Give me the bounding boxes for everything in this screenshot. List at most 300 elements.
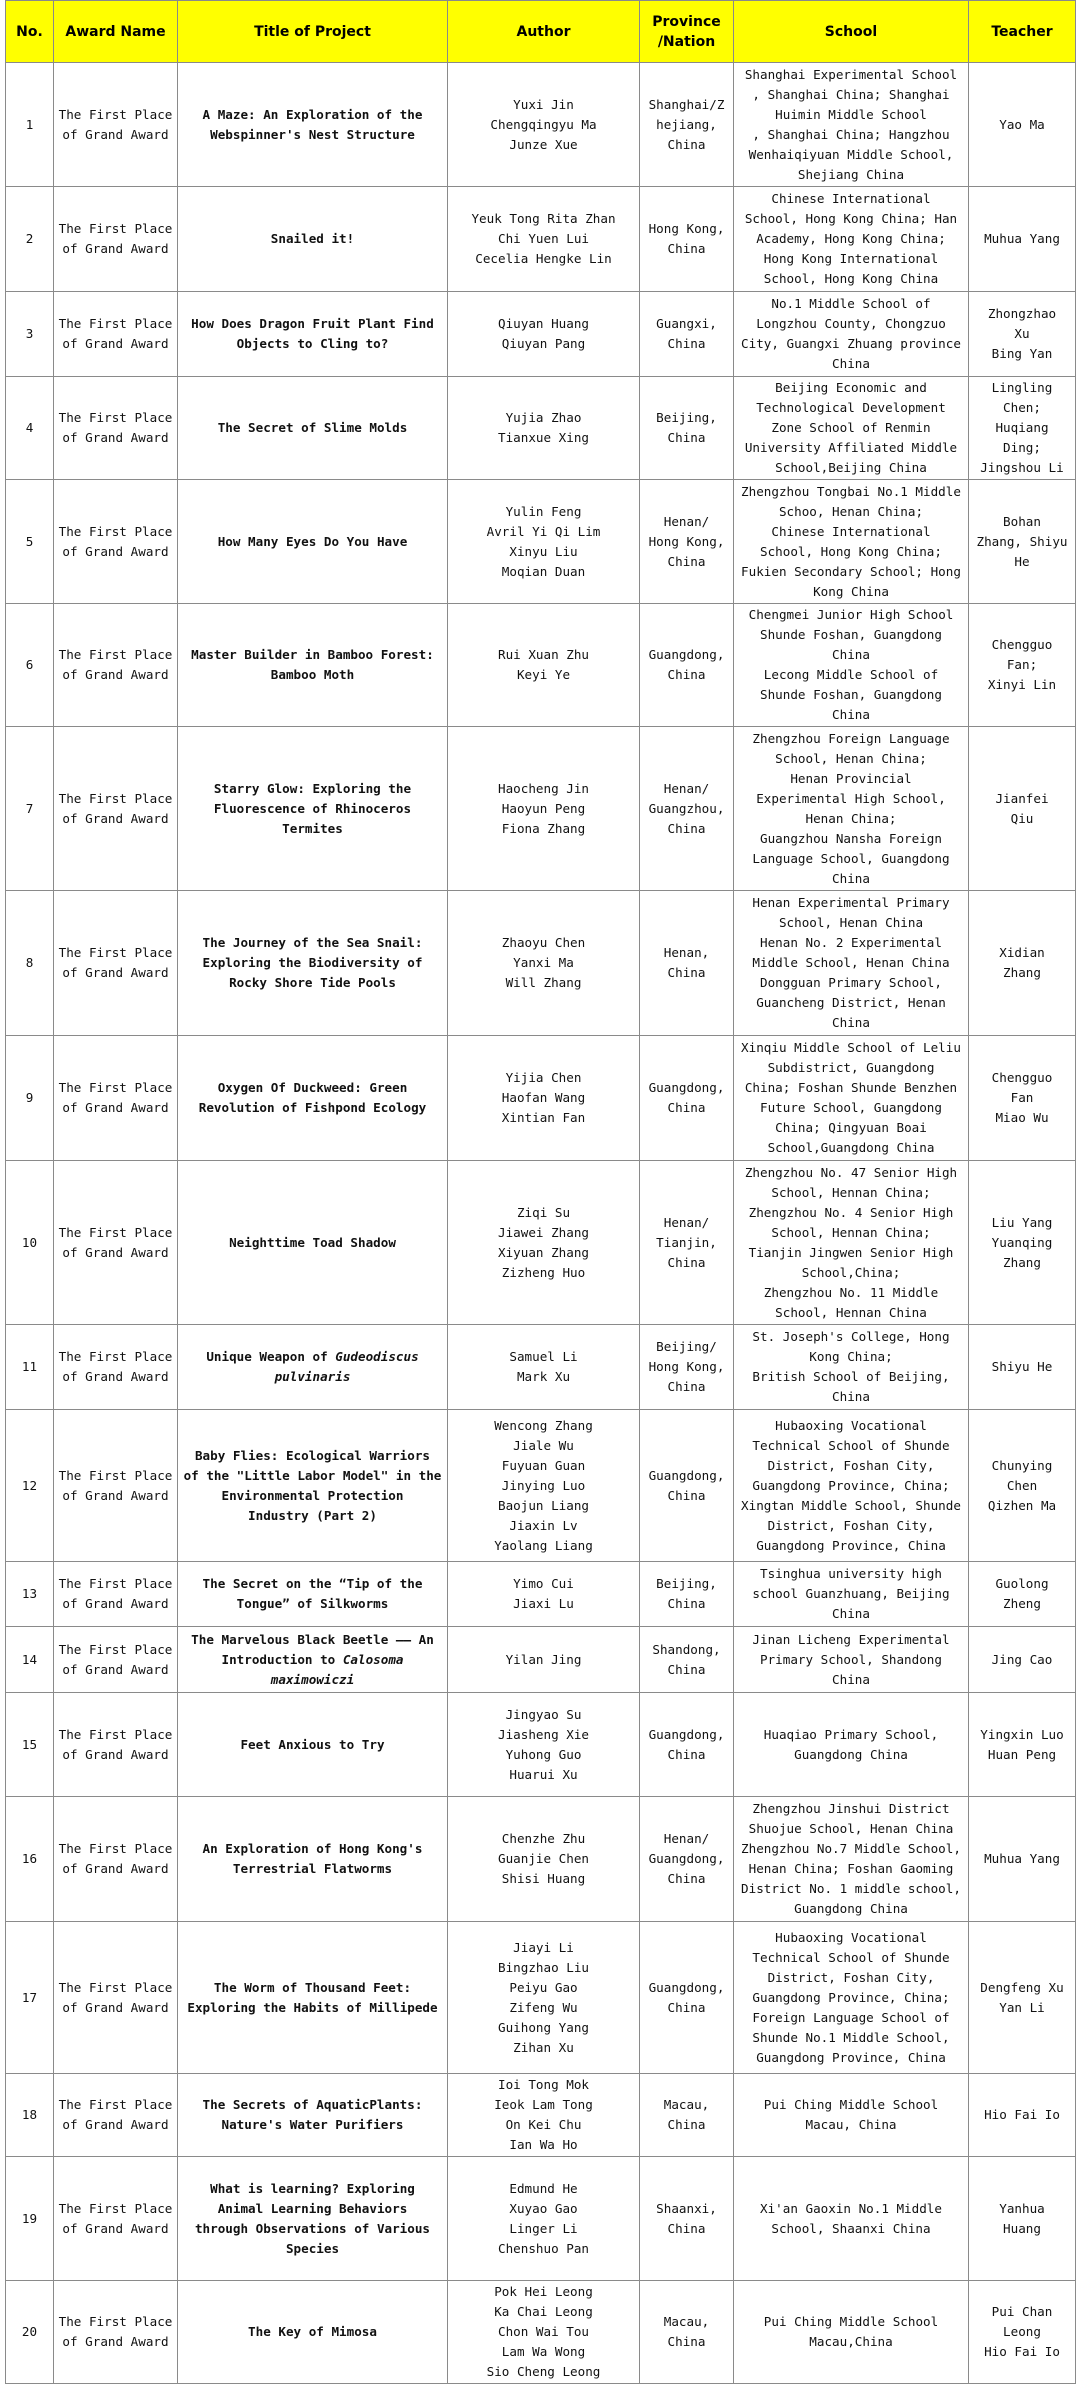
province-cell <box>640 292 734 377</box>
award-name-line: of Grand Award <box>62 667 169 682</box>
school-cell <box>734 480 969 604</box>
award-name-line: of Grand Award <box>62 1999 169 2015</box>
author-name: Ziqi Su <box>516 1204 571 1220</box>
project-title-line: How Many Eyes Do You Have <box>217 533 408 549</box>
award-name-cell <box>54 187 178 292</box>
author-name: Jiale Wu <box>513 1437 574 1453</box>
author-cell <box>448 2157 640 2281</box>
project-title-line: Terrestrial Flatworms <box>232 1861 393 1876</box>
author-name: Chengqingyu Ma <box>490 116 597 132</box>
province-line: China <box>667 336 706 351</box>
author-name: Yijia Chen <box>505 1070 582 1085</box>
teacher-line: Lingling <box>991 380 1053 395</box>
school-line: Guangdong Province, China <box>756 1537 946 1553</box>
author-name: Bingzhao Liu <box>498 1959 589 1975</box>
table-row <box>6 1922 1076 2074</box>
award-name-line: The First Place <box>58 1979 173 1995</box>
project-title-line: Webspinner's Nest Structure <box>210 126 415 142</box>
award-name-line: of Grand Award <box>62 1487 169 1503</box>
school-line: British School of Beijing, <box>752 1369 950 1384</box>
row-number: 5 <box>6 480 54 604</box>
author-name: Zifeng Wu <box>509 1999 578 2015</box>
author-cell <box>448 377 640 480</box>
province-line: Henan/ <box>663 1831 710 1846</box>
author-name: Yaolang Liang <box>494 1537 593 1553</box>
province-line: China <box>667 2117 706 2132</box>
award-name-line: The First Place <box>58 1080 173 1095</box>
project-title-line <box>182 1670 443 1690</box>
school-line: School, Shaanxi China <box>771 2220 931 2236</box>
table-row <box>6 292 1076 377</box>
project-title-line: Termites <box>282 820 343 836</box>
teacher-cell <box>969 63 1076 187</box>
school-line: Fukien Secondary School; Hong <box>741 563 961 579</box>
table-row <box>6 377 1076 480</box>
province-line: Hong Kong, <box>648 1359 725 1374</box>
school-line: Zhengzhou Jinshui District <box>752 1801 950 1816</box>
teacher-line: Qiu <box>1010 810 1034 826</box>
author-cell <box>448 292 640 377</box>
table-row <box>6 1562 1076 1627</box>
teacher-cell <box>969 727 1076 891</box>
province-line: Guangdong, <box>648 1979 725 1995</box>
school-line: Experimental High School, <box>756 790 946 806</box>
school-cell <box>734 292 969 377</box>
award-name-cell <box>54 2074 178 2157</box>
author-name: Shisi Huang <box>501 1871 586 1886</box>
row-number: 12 <box>6 1410 54 1562</box>
author-name: Cecelia Hengke Lin <box>475 251 612 266</box>
author-name: Peiyu Gao <box>509 1979 578 1995</box>
author-name: Haofan Wang <box>501 1090 586 1105</box>
author-cell <box>448 1922 640 2074</box>
teacher-line: Dengfeng Xu <box>980 1979 1064 1995</box>
school-line: Henan No. 2 Experimental <box>760 935 942 950</box>
teacher-cell <box>969 187 1076 292</box>
award-name-cell <box>54 1922 178 2074</box>
project-title-cell <box>178 604 448 727</box>
province-line: China <box>667 1999 706 2015</box>
province-line: China <box>667 1746 706 1762</box>
project-title-line: Animal Learning Behaviors <box>217 2200 408 2216</box>
author-name: Guihong Yang <box>498 2019 589 2035</box>
province-cell <box>640 377 734 480</box>
row-number: 17 <box>6 1922 54 2074</box>
table-row <box>6 2157 1076 2281</box>
province-line: China <box>667 1100 706 1115</box>
school-line: Hubaoxing Vocational <box>775 1929 927 1945</box>
teacher-line: Xinyi Lin <box>987 677 1057 692</box>
author-name: Moqian Duan <box>501 563 586 579</box>
school-cell <box>734 1325 969 1410</box>
author-name: On Kei Chu <box>505 2117 582 2132</box>
school-line: Shunde No.1 Middle School, <box>752 2029 950 2045</box>
project-title-line: Tongue” of Silkworms <box>236 1596 389 1611</box>
school-cell <box>734 1627 969 1693</box>
teacher-cell <box>969 1161 1076 1325</box>
author-name: Keyi Ye <box>516 667 571 682</box>
province-line: Henan/ <box>663 513 710 529</box>
award-name-line: The First Place <box>58 1349 173 1364</box>
province-cell <box>640 480 734 604</box>
award-name-line: The First Place <box>58 410 173 425</box>
project-title-cell <box>178 1325 448 1410</box>
award-name-line: of Grand Award <box>62 543 169 559</box>
school-line: Technological Development <box>756 400 946 415</box>
school-line: Hubaoxing Vocational <box>775 1417 927 1433</box>
award-name-cell <box>54 292 178 377</box>
award-name-cell <box>54 2157 178 2281</box>
award-name-line: of Grand Award <box>62 1369 169 1384</box>
school-line: Pui Ching Middle School <box>763 2314 939 2329</box>
teacher-line: Jing Cao <box>991 1651 1053 1667</box>
project-title-line: The Worm of Thousand Feet: <box>213 1979 412 1995</box>
school-line: China <box>832 1389 870 1404</box>
project-title-cell <box>178 2157 448 2281</box>
project-title-cell <box>178 1161 448 1325</box>
award-name-line: The First Place <box>58 316 173 331</box>
author-name: Yulin Feng <box>505 503 582 519</box>
school-line: Chinese International <box>771 523 931 539</box>
province-line: Guangdong, <box>648 647 725 662</box>
author-name: Jinying Luo <box>501 1477 586 1493</box>
teacher-cell <box>969 1562 1076 1627</box>
province-line: China <box>667 1596 706 1611</box>
author-name: Chenzhe Zhu <box>501 1831 586 1846</box>
project-title-line: Baby Flies: Ecological Warriors <box>194 1447 431 1463</box>
project-title-cell <box>178 891 448 1036</box>
author-cell <box>448 187 640 292</box>
author-name: Yimo Cui <box>513 1576 574 1591</box>
row-number: 15 <box>6 1693 54 1797</box>
row-number: 11 <box>6 1325 54 1410</box>
project-title-line: Neighttime Toad Shadow <box>229 1234 396 1250</box>
author-cell <box>448 2074 640 2157</box>
school-line: China <box>832 1606 870 1621</box>
award-name-cell <box>54 1797 178 1922</box>
table-row <box>6 1627 1076 1693</box>
school-cell <box>734 1036 969 1161</box>
award-name-line: of Grand Award <box>62 2220 169 2236</box>
author-name: Ka Chai Leong <box>494 2304 593 2319</box>
project-title-line: Feet Anxious to Try <box>240 1736 385 1752</box>
school-cell <box>734 604 969 727</box>
author-name: Jiaxi Lu <box>513 1596 574 1611</box>
province-cell <box>640 1036 734 1161</box>
author-cell <box>448 604 640 727</box>
school-line: School, Hong Kong China; <box>760 543 942 559</box>
author-cell <box>448 1325 640 1410</box>
row-number: 10 <box>6 1161 54 1325</box>
award-name-cell <box>54 604 178 727</box>
province-line: Guangdong, <box>648 1080 725 1095</box>
school-line: Zhengzhou Tongbai No.1 Middle <box>741 483 961 499</box>
header-province-nation <box>640 1 734 63</box>
header-award-name: Award Name <box>54 1 178 63</box>
province-cell <box>640 1693 734 1797</box>
header-row <box>6 1 1076 63</box>
teacher-line: Fan <box>1010 1090 1034 1105</box>
teacher-cell <box>969 1693 1076 1797</box>
project-title-cell <box>178 187 448 292</box>
school-line: China; Foshan Shunde Benzhen <box>744 1080 958 1095</box>
teacher-line: Yan Li <box>999 1999 1045 2015</box>
teacher-line: Ding; <box>1003 440 1041 455</box>
header-title-of-project: Title of Project <box>178 1 448 63</box>
school-line: China <box>832 647 870 662</box>
teacher-cell <box>969 1922 1076 2074</box>
author-name: Xintian Fan <box>501 1110 586 1125</box>
award-name-line: of Grand Award <box>62 241 169 256</box>
author-name: Yujia Zhao <box>505 410 582 425</box>
province-line: Hong Kong, <box>648 533 725 549</box>
province-line: Guangzhou, <box>648 800 725 816</box>
province-line: Beijing, <box>656 410 717 425</box>
species-name: Gudeodiscus <box>335 1349 419 1364</box>
project-title-line: The Journey of the Sea Snail: <box>202 935 423 950</box>
project-title-line: Oxygen Of Duckweed: Green <box>217 1080 408 1095</box>
author-cell <box>448 2281 640 2384</box>
row-number: 14 <box>6 1627 54 1693</box>
province-line: Tianjin, <box>656 1234 717 1250</box>
province-line: Guangdong, <box>648 1851 725 1866</box>
author-name: Jingyao Su <box>505 1706 582 1722</box>
province-line: Shaanxi, <box>656 2200 717 2216</box>
province-line: Beijing/ <box>656 1339 717 1354</box>
author-name: Lam Wa Wong <box>501 2344 586 2359</box>
school-line: Chinese International <box>771 191 931 206</box>
school-line: China <box>832 1671 870 1687</box>
award-name-cell <box>54 891 178 1036</box>
province-line: Guangdong, <box>648 1467 725 1483</box>
author-name: Xuyao Gao <box>509 2200 578 2216</box>
teacher-cell <box>969 1627 1076 1693</box>
award-name-cell <box>54 1562 178 1627</box>
award-name-line: The First Place <box>58 221 173 236</box>
school-line: No.1 Middle School of <box>771 296 931 311</box>
author-name: Linger Li <box>509 2220 578 2236</box>
row-number: 20 <box>6 2281 54 2384</box>
school-line: University Affiliated Middle <box>744 440 958 455</box>
province-line: China <box>667 553 706 569</box>
teacher-line: Huang <box>1003 2220 1041 2236</box>
award-name-line: The First Place <box>58 1641 173 1657</box>
award-name-line: of Grand Award <box>62 1661 169 1677</box>
author-name: Tianxue Xing <box>498 430 589 445</box>
project-title-cell <box>178 727 448 891</box>
project-title-line: Nature's Water Purifiers <box>221 2117 404 2132</box>
teacher-line: Yuanqing <box>991 1234 1053 1250</box>
project-title-line: of the "Little Labor Model" in the <box>183 1467 442 1483</box>
table-row <box>6 1161 1076 1325</box>
school-line: China <box>832 356 870 371</box>
province-cell <box>640 1325 734 1410</box>
author-name: Huarui Xu <box>509 1766 578 1782</box>
award-name-line: The First Place <box>58 2314 173 2329</box>
award-name-cell <box>54 63 178 187</box>
row-number: 7 <box>6 727 54 891</box>
province-cell <box>640 2157 734 2281</box>
table-row <box>6 604 1076 727</box>
award-name-cell <box>54 1161 178 1325</box>
school-cell <box>734 1562 969 1627</box>
award-name-line: of Grand Award <box>62 1244 169 1260</box>
school-line: Technical School of Shunde <box>752 1949 950 1965</box>
school-line: Guangdong China <box>794 1746 908 1762</box>
school-line: Guangdong Province, China; <box>752 1989 950 2005</box>
province-line: China <box>667 1254 706 1270</box>
table-row <box>6 1325 1076 1410</box>
province-cell <box>640 1922 734 2074</box>
award-name-line: The First Place <box>58 523 173 539</box>
award-name-cell <box>54 377 178 480</box>
project-title-line: Unique Weapon of Gudeodiscus <box>206 1349 419 1364</box>
award-name-cell <box>54 1036 178 1161</box>
province-line: Beijing, <box>656 1576 717 1591</box>
author-cell <box>448 1562 640 1627</box>
award-name-line: of Grand Award <box>62 1861 169 1876</box>
province-cell <box>640 63 734 187</box>
school-cell <box>734 1922 969 2074</box>
award-name-line: of Grand Award <box>62 126 169 142</box>
province-line: Hong Kong, <box>648 221 725 236</box>
school-line: Xi'an Gaoxin No.1 Middle <box>760 2200 942 2216</box>
project-title-line: The Key of Mimosa <box>248 2324 377 2339</box>
school-line: Tsinghua university high <box>760 1566 942 1581</box>
author-name: Xinyu Liu <box>509 543 578 559</box>
teacher-line: Jianfei <box>995 790 1049 806</box>
project-title-line: A Maze: An Exploration of the <box>202 106 423 122</box>
school-line: Zhengzhou No. 11 Middle <box>763 1284 939 1300</box>
school-line: Beijing Economic and <box>775 380 927 395</box>
author-cell <box>448 1161 640 1325</box>
school-line: Kong China; <box>809 1349 893 1364</box>
province-line: Shandong, <box>652 1641 721 1657</box>
table-row <box>6 2074 1076 2157</box>
project-title-line: The Secrets of AquaticPlants: <box>202 2097 423 2112</box>
award-name-line: The First Place <box>58 1726 173 1742</box>
teacher-line: Hio Fai Io <box>984 2107 1060 2122</box>
header-no: No. <box>6 1 54 63</box>
school-cell <box>734 1693 969 1797</box>
province-line: China <box>667 241 706 256</box>
award-name-line: of Grand Award <box>62 336 169 351</box>
project-title-cell <box>178 377 448 480</box>
school-line: Guangdong Province, China; <box>752 1477 950 1493</box>
school-line: City, Guangxi Zhuang province <box>741 336 961 351</box>
school-line: Zhengzhou Foreign Language <box>752 730 950 746</box>
header-nation-line: /Nation <box>657 33 716 50</box>
project-title-cell <box>178 1693 448 1797</box>
school-line: Technical School of Shunde <box>752 1437 950 1453</box>
teacher-line: Hio Fai Io <box>984 2344 1060 2359</box>
province-cell <box>640 1410 734 1562</box>
author-name: Avril Yi Qi Lim <box>486 523 601 539</box>
school-line: Shanghai Experimental School <box>744 66 958 82</box>
province-line: China <box>667 1871 706 1886</box>
author-cell <box>448 480 640 604</box>
project-title-cell <box>178 1922 448 2074</box>
author-name: Junze Xue <box>509 136 578 152</box>
school-line: Guangdong Province, China <box>756 2049 946 2065</box>
teacher-line: Yanhua <box>999 2200 1045 2216</box>
teacher-line: Shiyu He <box>991 1359 1053 1374</box>
author-name: Chi Yuen Lui <box>498 231 589 246</box>
award-name-line: of Grand Award <box>62 1596 169 1611</box>
author-name: Zhaoyu Chen <box>501 935 586 950</box>
teacher-line: Huqiang <box>995 420 1049 435</box>
school-line: , Shanghai China; Hangzhou <box>752 126 950 142</box>
province-line: Shanghai/Z <box>648 96 725 112</box>
province-cell <box>640 727 734 891</box>
school-line: Macau, China <box>805 2117 897 2132</box>
school-cell <box>734 2281 969 2384</box>
school-line: Shunde Foshan, Guangdong <box>760 627 942 642</box>
author-name: Zihan Xu <box>513 2039 574 2055</box>
author-name: Chenshuo Pan <box>498 2240 589 2256</box>
project-title-line: Snailed it! <box>270 231 355 246</box>
school-cell <box>734 187 969 292</box>
school-line: Tianjin Jingwen Senior High <box>748 1244 954 1260</box>
school-line: Schoo, Henan China; <box>778 503 924 519</box>
teacher-line: Pui Chan <box>991 2304 1053 2319</box>
teacher-cell <box>969 891 1076 1036</box>
school-line: Zhengzhou No. 4 Senior High <box>748 1204 954 1220</box>
teacher-line: Chunying <box>991 1457 1053 1473</box>
school-line: Xingtan Middle School, Shunde <box>741 1497 961 1513</box>
award-name-line: The First Place <box>58 2200 173 2216</box>
author-name: Jiaxin Lv <box>509 1517 578 1533</box>
province-line: China <box>667 1661 706 1677</box>
author-cell <box>448 1797 640 1922</box>
school-line: Pui Ching Middle School <box>763 2097 939 2112</box>
teacher-line: Bing Yan <box>991 346 1053 361</box>
author-cell <box>448 63 640 187</box>
province-line: China <box>667 430 706 445</box>
teacher-line: Xidian <box>999 945 1045 960</box>
table-body <box>6 63 1076 2384</box>
province-line: hejiang, <box>656 116 717 132</box>
school-line: Shuojue School, Henan China <box>748 1821 954 1836</box>
school-line: District, Foshan City, <box>767 1457 935 1473</box>
school-cell <box>734 2157 969 2281</box>
province-line: China <box>667 820 706 836</box>
award-name-line: The First Place <box>58 1841 173 1856</box>
province-line: Macau, <box>663 2314 710 2329</box>
teacher-line: Liu Yang <box>991 1214 1053 1230</box>
project-title-line: An Exploration of Hong Kong's <box>202 1841 423 1856</box>
province-cell <box>640 2074 734 2157</box>
award-name-line: The First Place <box>58 106 173 122</box>
province-line: China <box>667 2220 706 2236</box>
province-cell <box>640 2281 734 2384</box>
project-title-line: The Secret of Slime Molds <box>217 420 408 435</box>
author-name: Ieok Lam Tong <box>494 2097 593 2112</box>
author-name: Guanjie Chen <box>498 1851 589 1866</box>
award-name-cell <box>54 1627 178 1693</box>
teacher-line: Yingxin Luo <box>980 1726 1064 1742</box>
school-line: Middle School, Henan China <box>752 955 950 970</box>
school-line: Huaqiao Primary School, <box>763 1726 939 1742</box>
teacher-cell <box>969 480 1076 604</box>
row-number: 4 <box>6 377 54 480</box>
school-line: China <box>832 1015 870 1030</box>
teacher-cell <box>969 2074 1076 2157</box>
author-name: Yuxi Jin <box>513 96 574 112</box>
project-title-line: Master Builder in Bamboo Forest: <box>191 647 434 662</box>
teacher-line: Zhang, Shiyu <box>976 533 1068 549</box>
school-line: school Guanzhuang, Beijing <box>752 1586 950 1601</box>
